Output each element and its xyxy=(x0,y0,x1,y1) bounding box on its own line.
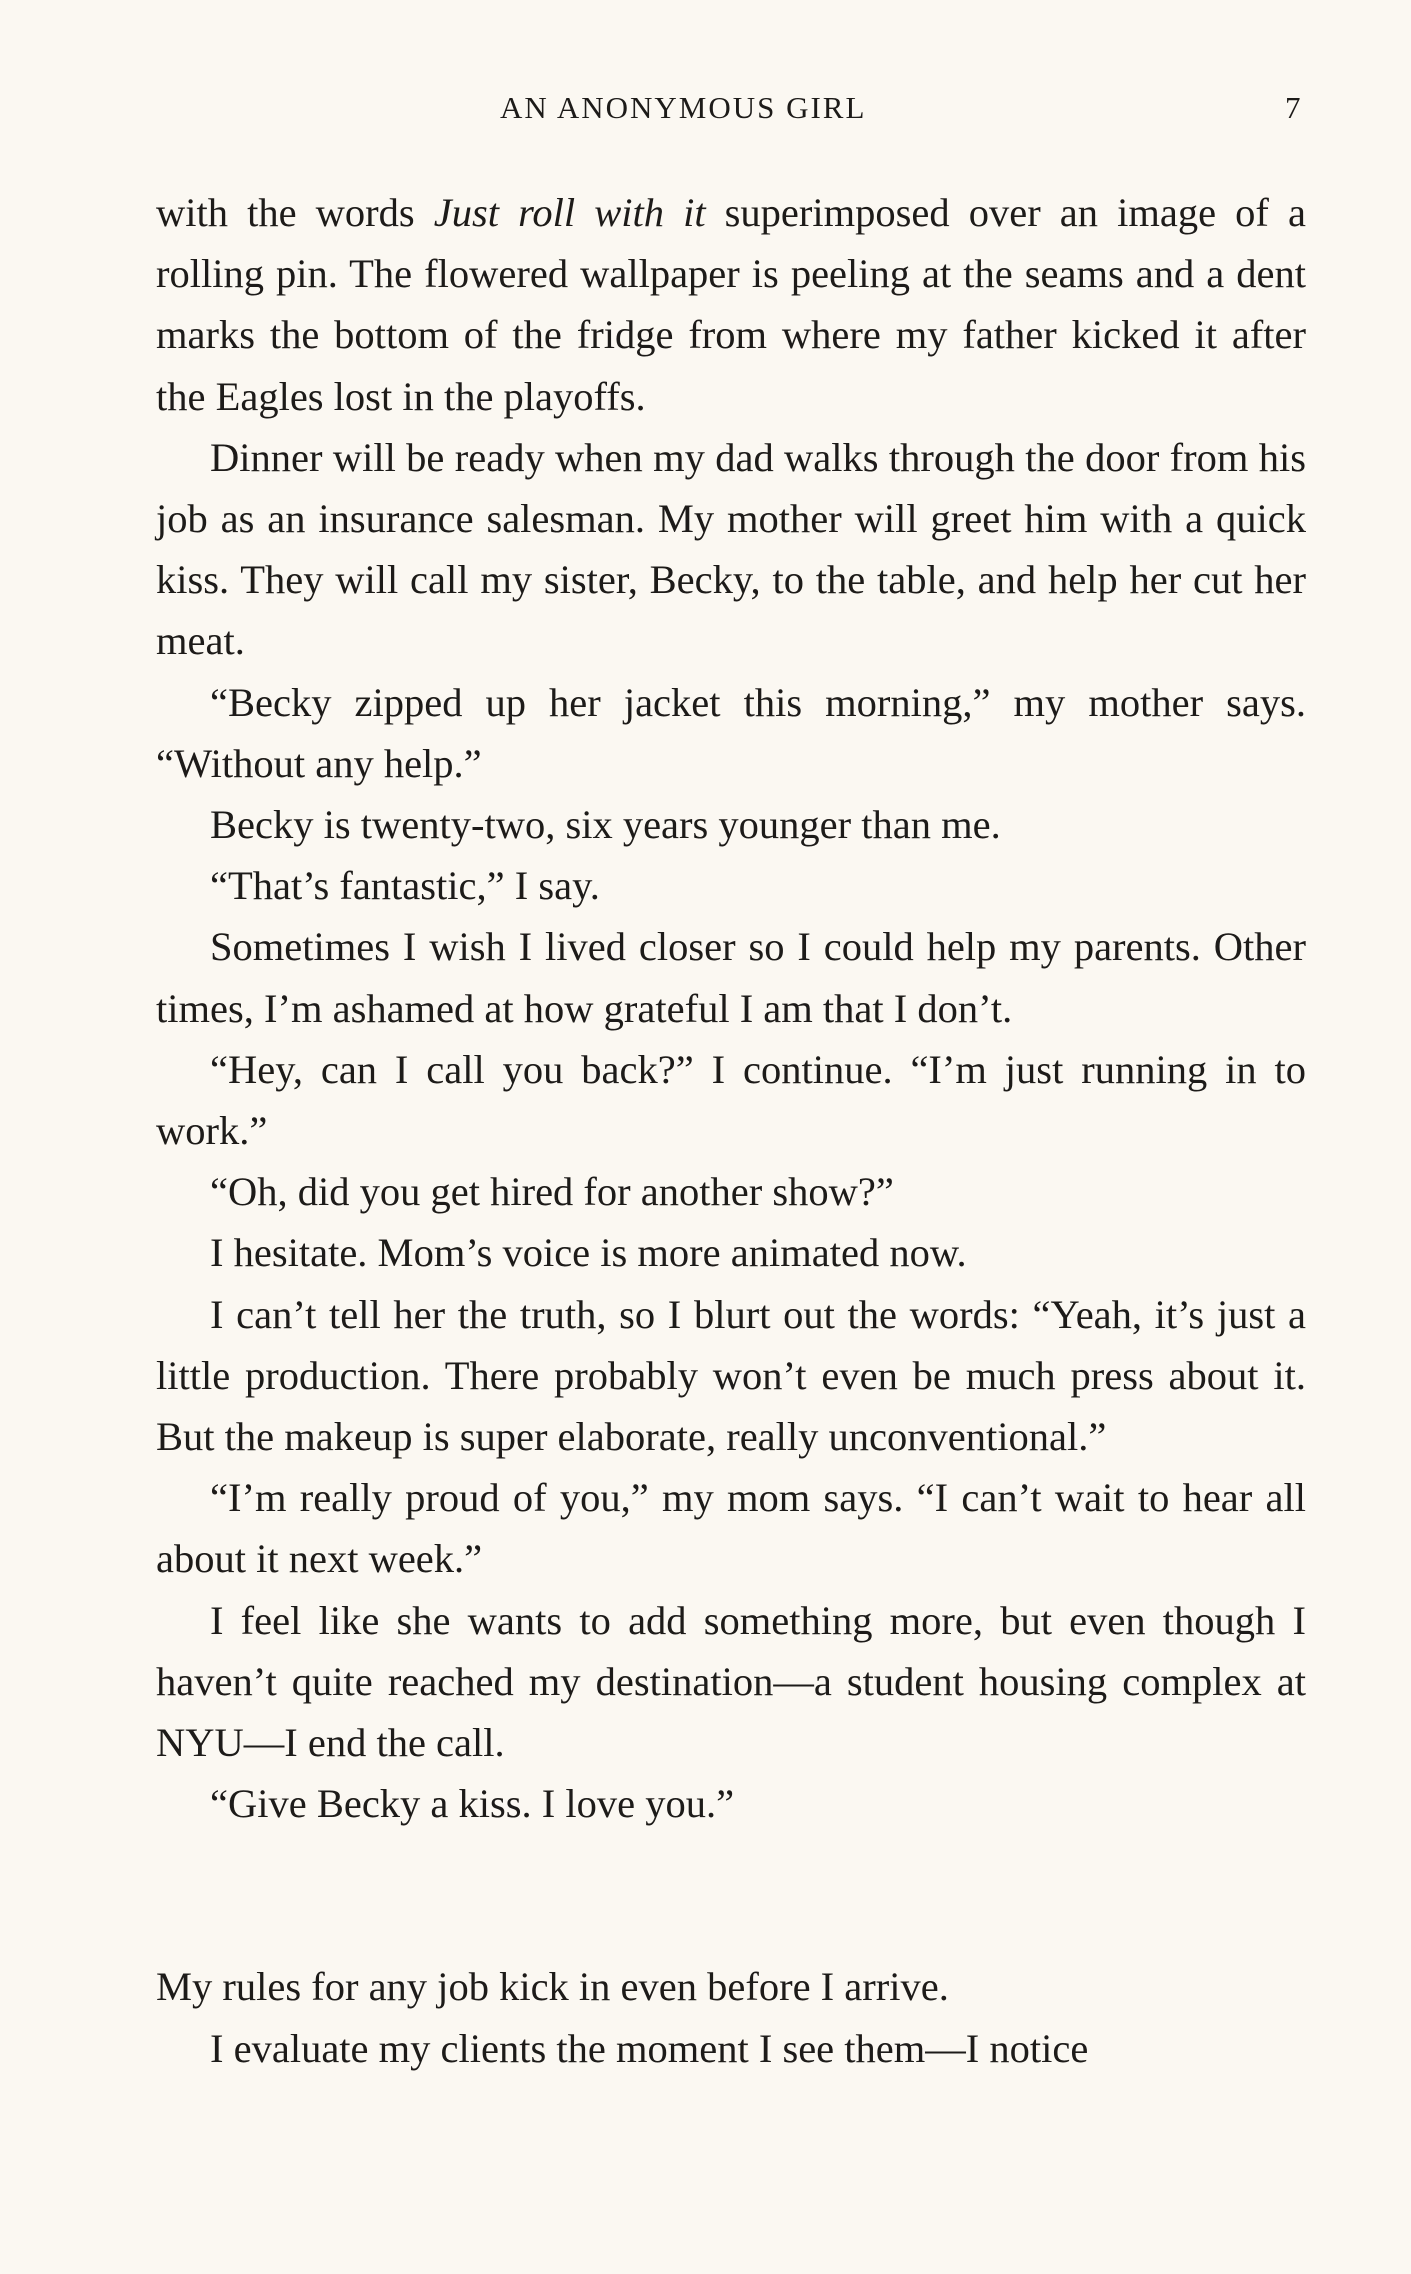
paragraph-12: I feel like she wants to add something more, but even though I haven’t quite reached my destination—a student housing complex at NYU—I end the call. xyxy=(156,1597,1306,1766)
paragraph-5: “That’s fantastic,” I say. xyxy=(210,863,600,909)
paragraph-1-rest: superimposed over an image of a rolling pin. The flowered wallpaper is peeling at the seams and a dent marks the bottom of the fridge from where my father kicked it after the Eagles lost in the playoffs. xyxy=(156,190,1306,419)
page-number: 7 xyxy=(1285,90,1301,125)
paragraph-9: I hesitate. Mom’s voice is more animated now. xyxy=(210,1230,967,1276)
section-break xyxy=(156,1834,1306,1956)
paragraph-1-lead: with the words xyxy=(156,190,434,235)
paragraph-8: “Oh, did you get hired for another show?” xyxy=(210,1169,894,1215)
paragraph-1-italic-phrase: Just roll with it xyxy=(433,190,706,235)
body-text xyxy=(156,182,1306,2079)
paragraph-14: My rules for any job kick in even before I arrive. xyxy=(156,1964,949,2010)
paragraph-15: I evaluate my clients the moment I see them—I notice xyxy=(210,2025,1089,2071)
paragraph-13: “Give Becky a kiss. I love you.” xyxy=(210,1781,735,1827)
paragraph-4: Becky is twenty-two, six years younger than me. xyxy=(210,802,1001,848)
paragraph-10: I can’t tell her the truth, so I blurt out the words: “Yeah, it’s just a little production. There probably won’t even be much press about it. But the makeup is super elaborate, really unconventional.” xyxy=(156,1291,1306,1460)
paragraph-11: “I’m really proud of you,” my mom says. “I can’t wait to hear all about it next week.” xyxy=(156,1475,1306,1582)
paragraph-7: “Hey, can I call you back?” I continue. “I’m just running in to work.” xyxy=(156,1046,1306,1154)
paragraph-6: Sometimes I wish I lived closer so I could help my parents. Other times, I’m ashamed at how grateful I am that I don’t. xyxy=(156,924,1306,1031)
paragraph-2: Dinner will be ready when my dad walks through the door from his job as an insurance salesman. My mother will greet him with a quick kiss. They will call my sister, Becky, to the table, and help her cut her meat. xyxy=(156,434,1306,664)
running-head-title: AN ANONYMOUS GIRL xyxy=(500,90,867,125)
paragraph-1 xyxy=(156,182,1306,427)
paragraph-3: “Becky zipped up her jacket this morning,” my mother says. “Without any help.” xyxy=(156,679,1306,786)
